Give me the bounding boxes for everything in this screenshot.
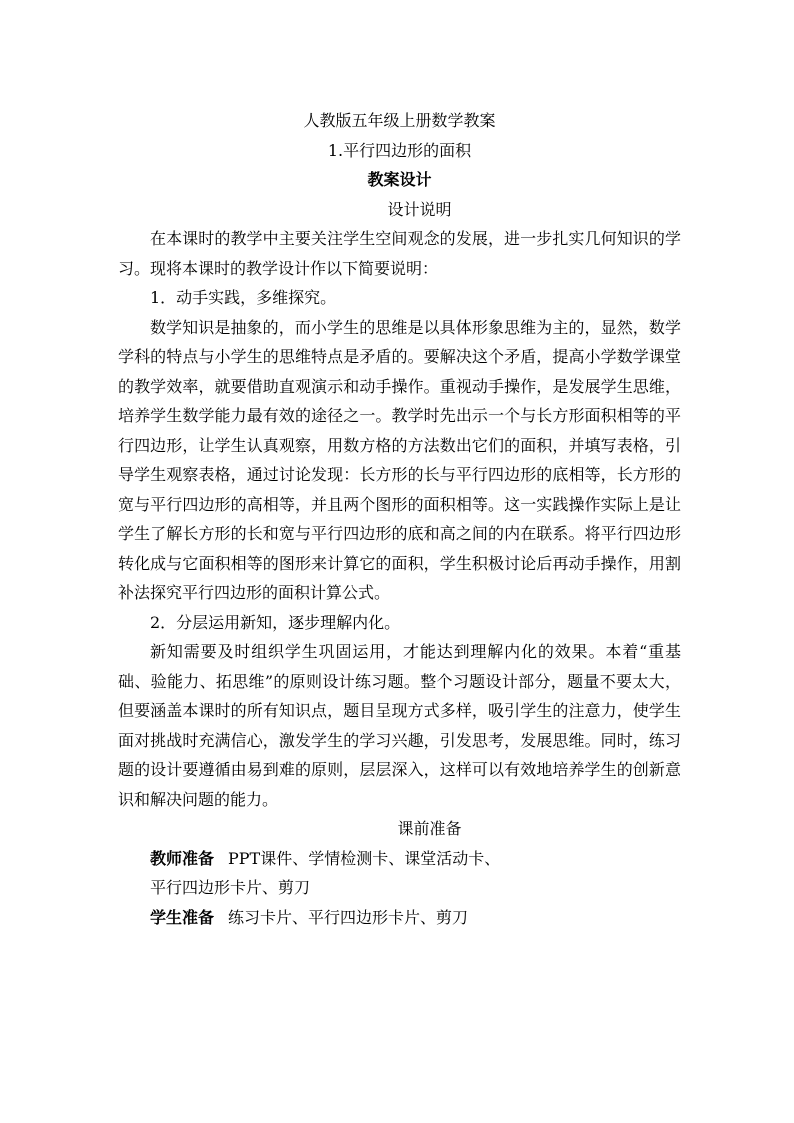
point2-title: 2．分层运用新知，逐步理解内化。 (150, 612, 401, 632)
document-title: 人教版五年级上册数学教案 (303, 111, 496, 130)
lesson-subtitle: 1.平行四边形的面积 (327, 140, 472, 160)
prep-heading: 课前准备 (397, 819, 462, 838)
student-prep-line (118, 903, 681, 933)
point2-paragraph: 新知需要及时组织学生巩固运用，才能达到理解内化的效果。本着“重基础、验能力、拓思维”的原则设计练习题。整个习题设计部分，题量不要太大，但要涵盖本课时的所有知识点，题目呈现方式多样，吸引学生的注意力，使学生面对挑战时充满信心，激发学生的学习兴趣，引发思考，发展思维。同时，练习题的设计要遵循由易到难的原则，层层深入，这样可以有效地培养学生的创新意识和解决问题的能力。 (118, 642, 681, 809)
point1-title: 1．动手实践，多维探究。 (150, 288, 337, 307)
section-heading: 教案设计 (367, 170, 432, 189)
document-content (118, 106, 681, 932)
teacher-prep-items-1: PPT课件、学情检测卡、课堂活动卡、 (228, 848, 501, 868)
intro-paragraph: 在本课时的教学中主要关注学生空间观念的发展，进一步扎实几何知识的学习。现将本课时的教学设计作以下简要说明： (118, 229, 681, 278)
teacher-prep-line-2 (118, 873, 681, 903)
teacher-prep-label: 教师准备 (150, 848, 215, 868)
teacher-prep-items-2: 平行四边形卡片、剪刀 (150, 878, 311, 897)
point1-paragraph: 数学知识是抽象的，而小学生的思维是以具体形象思维为主的，显然，数学学科的特点与小学生的思维特点是矛盾的。要解决这个矛盾，提高小学数学课堂的教学效率，就要借助直观演示和动手操作。重视动手操作，是发展学生思维，培养学生数学能力最有效的途径之一。教学时先出示一个与长方形面积相等的平行四边形，让学生认真观察，用数方格的方法数出它们的面积，并填写表格，引导学生观察表格，通过讨论发现：长方形的长与平行四边形的底相等，长方形的宽与平行四边形的高相等，并且两个图形的面积相等。这一实践操作实际上是让学生了解长方形的长和宽与平行四边形的底和高之间的内在联系。将平行四边形转化成与它面积相等的图形来计算它的面积，学生积极讨论后再动手操作，用割补法探究平行四边形的面积计算公式。 (118, 317, 681, 602)
student-prep-items: 练习卡片、平行四边形卡片、剪刀 (228, 907, 469, 927)
student-prep-label: 学生准备 (150, 907, 215, 927)
teacher-prep-line (118, 844, 681, 874)
design-heading: 设计说明 (387, 199, 452, 219)
